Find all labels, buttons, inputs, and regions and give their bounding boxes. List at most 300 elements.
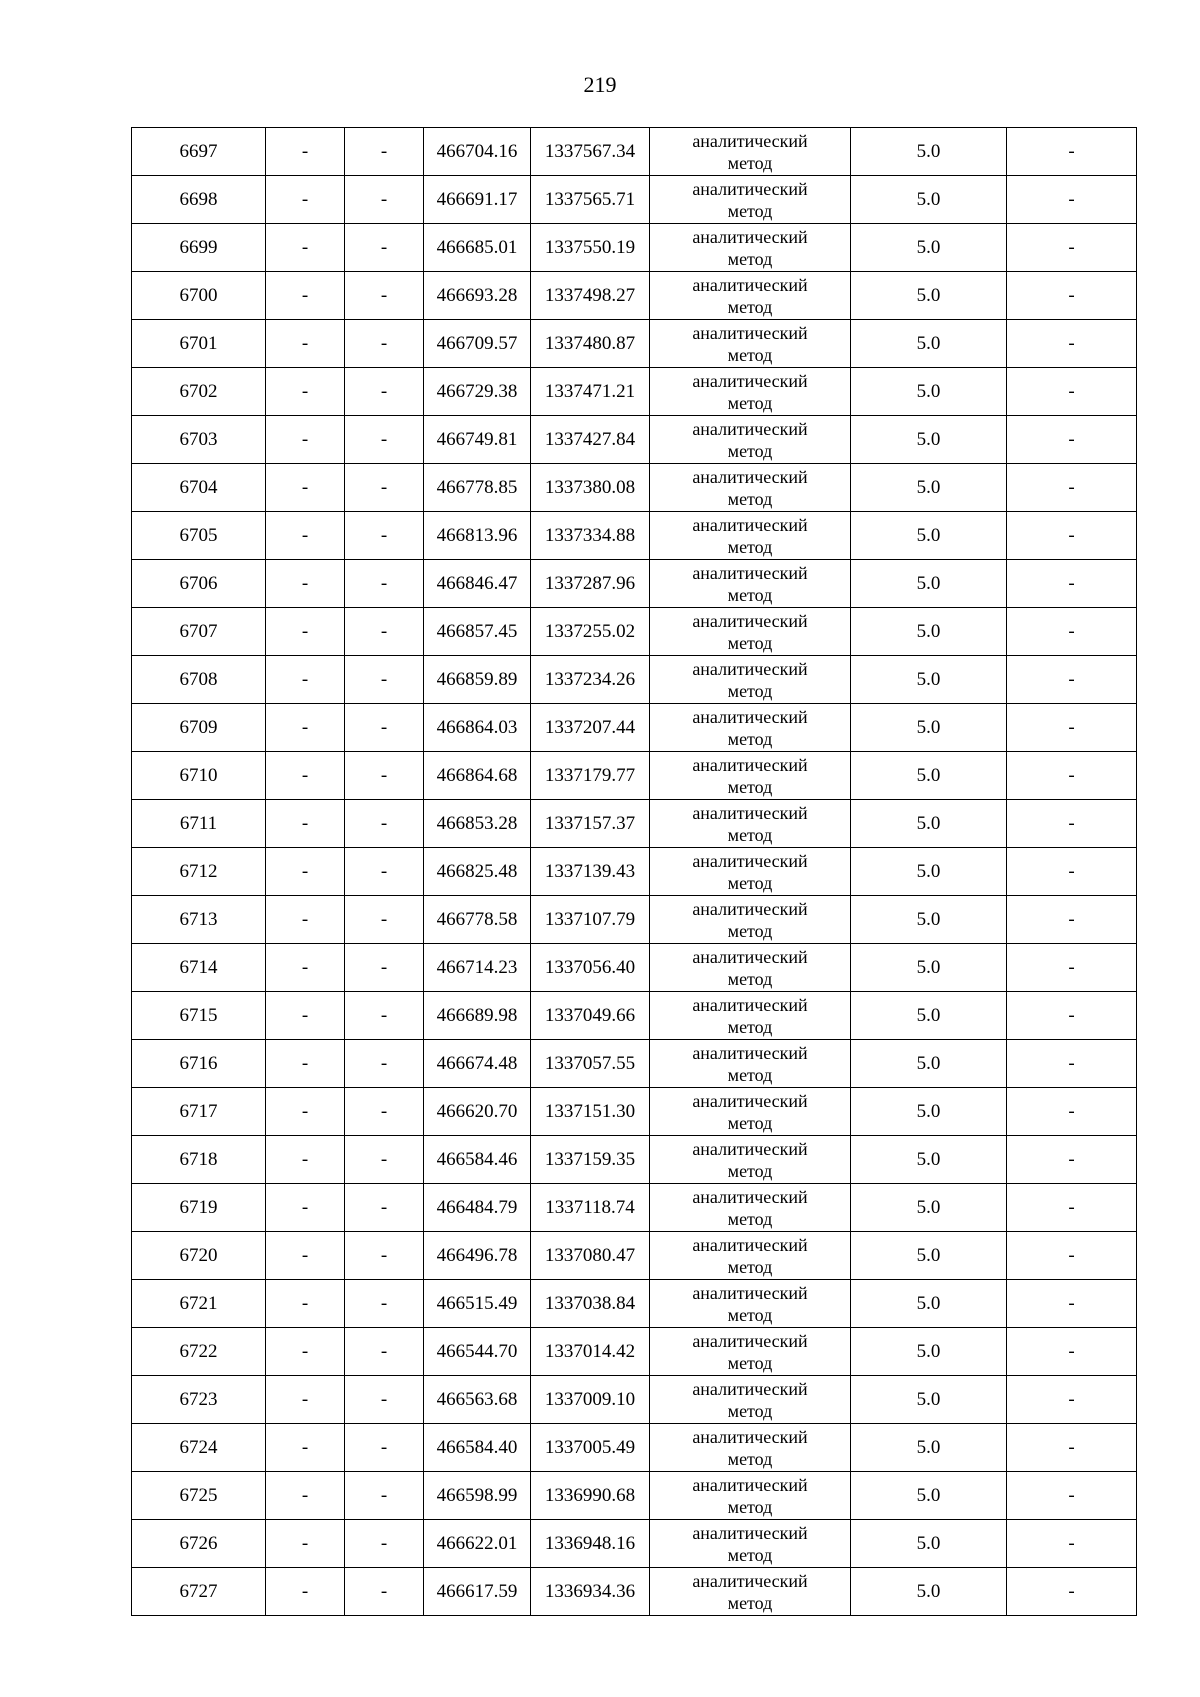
method-cell (650, 1232, 851, 1280)
point-number-cell: 6716 (132, 1040, 266, 1088)
accuracy-cell: 5.0 (851, 560, 1007, 608)
method-cell (650, 512, 851, 560)
method-cell (650, 1328, 851, 1376)
empty-dash-cell: - (345, 1376, 424, 1424)
method-line: метод (727, 200, 773, 221)
method-cell (650, 800, 851, 848)
method-cell (650, 464, 851, 512)
method-line: метод (727, 872, 773, 893)
method-line: аналитический (692, 1282, 808, 1303)
empty-dash-cell: - (345, 512, 424, 560)
method-line: метод (727, 824, 773, 845)
x-coordinate-cell: 466813.96 (424, 512, 531, 560)
method-line: метод (727, 968, 773, 989)
empty-dash-cell: - (345, 1136, 424, 1184)
method-cell (650, 704, 851, 752)
y-coordinate-cell: 1337005.49 (531, 1424, 650, 1472)
empty-dash-cell: - (266, 1376, 345, 1424)
empty-dash-cell: - (345, 1328, 424, 1376)
empty-dash-cell: - (266, 272, 345, 320)
empty-dash-cell: - (1007, 752, 1137, 800)
method-line: аналитический (692, 226, 808, 247)
point-number-cell: 6700 (132, 272, 266, 320)
y-coordinate-cell: 1337151.30 (531, 1088, 650, 1136)
empty-dash-cell: - (266, 704, 345, 752)
table-row (132, 512, 1137, 560)
table-row (132, 608, 1137, 656)
method-line: аналитический (692, 1474, 808, 1495)
point-number-cell: 6708 (132, 656, 266, 704)
table-row (132, 800, 1137, 848)
method-line: аналитический (692, 610, 808, 631)
empty-dash-cell: - (345, 992, 424, 1040)
x-coordinate-cell: 466693.28 (424, 272, 531, 320)
empty-dash-cell: - (345, 320, 424, 368)
y-coordinate-cell: 1337057.55 (531, 1040, 650, 1088)
method-line: метод (727, 1496, 773, 1517)
method-line: аналитический (692, 274, 808, 295)
table-row (132, 1184, 1137, 1232)
x-coordinate-cell: 466749.81 (424, 416, 531, 464)
table-row (132, 1520, 1137, 1568)
y-coordinate-cell: 1337567.34 (531, 128, 650, 176)
table-row (132, 1280, 1137, 1328)
empty-dash-cell: - (345, 1184, 424, 1232)
empty-dash-cell: - (266, 1184, 345, 1232)
y-coordinate-cell: 1337550.19 (531, 224, 650, 272)
empty-dash-cell: - (345, 416, 424, 464)
y-coordinate-cell: 1337498.27 (531, 272, 650, 320)
method-cell (650, 1472, 851, 1520)
method-line: аналитический (692, 1042, 808, 1063)
empty-dash-cell: - (1007, 1472, 1137, 1520)
point-number-cell: 6699 (132, 224, 266, 272)
method-line: метод (727, 920, 773, 941)
y-coordinate-cell: 1337207.44 (531, 704, 650, 752)
point-number-cell: 6709 (132, 704, 266, 752)
point-number-cell: 6723 (132, 1376, 266, 1424)
point-number-cell: 6717 (132, 1088, 266, 1136)
y-coordinate-cell: 1336948.16 (531, 1520, 650, 1568)
method-cell (650, 128, 851, 176)
point-number-cell: 6722 (132, 1328, 266, 1376)
method-cell (650, 848, 851, 896)
empty-dash-cell: - (266, 560, 345, 608)
method-cell (650, 1088, 851, 1136)
y-coordinate-cell: 1337179.77 (531, 752, 650, 800)
table-row (132, 1424, 1137, 1472)
empty-dash-cell: - (266, 896, 345, 944)
empty-dash-cell: - (266, 1568, 345, 1616)
empty-dash-cell: - (345, 1472, 424, 1520)
method-line: аналитический (692, 418, 808, 439)
empty-dash-cell: - (1007, 1328, 1137, 1376)
x-coordinate-cell: 466778.85 (424, 464, 531, 512)
y-coordinate-cell: 1337565.71 (531, 176, 650, 224)
method-cell (650, 272, 851, 320)
point-number-cell: 6715 (132, 992, 266, 1040)
empty-dash-cell: - (1007, 560, 1137, 608)
y-coordinate-cell: 1337157.37 (531, 800, 650, 848)
table-row (132, 224, 1137, 272)
empty-dash-cell: - (345, 704, 424, 752)
empty-dash-cell: - (266, 416, 345, 464)
accuracy-cell: 5.0 (851, 1328, 1007, 1376)
accuracy-cell: 5.0 (851, 752, 1007, 800)
point-number-cell: 6714 (132, 944, 266, 992)
table-row (132, 944, 1137, 992)
empty-dash-cell: - (345, 1280, 424, 1328)
x-coordinate-cell: 466864.68 (424, 752, 531, 800)
empty-dash-cell: - (1007, 656, 1137, 704)
empty-dash-cell: - (1007, 1424, 1137, 1472)
accuracy-cell: 5.0 (851, 176, 1007, 224)
method-line: аналитический (692, 1522, 808, 1543)
empty-dash-cell: - (1007, 1040, 1137, 1088)
x-coordinate-cell: 466544.70 (424, 1328, 531, 1376)
accuracy-cell: 5.0 (851, 1088, 1007, 1136)
point-number-cell: 6703 (132, 416, 266, 464)
method-cell (650, 608, 851, 656)
accuracy-cell: 5.0 (851, 224, 1007, 272)
table-row (132, 176, 1137, 224)
x-coordinate-cell: 466709.57 (424, 320, 531, 368)
method-line: метод (727, 1208, 773, 1229)
y-coordinate-cell: 1337080.47 (531, 1232, 650, 1280)
method-line: аналитический (692, 1426, 808, 1447)
empty-dash-cell: - (1007, 1088, 1137, 1136)
point-number-cell: 6727 (132, 1568, 266, 1616)
accuracy-cell: 5.0 (851, 656, 1007, 704)
method-line: метод (727, 248, 773, 269)
method-line: метод (727, 680, 773, 701)
empty-dash-cell: - (1007, 992, 1137, 1040)
point-number-cell: 6718 (132, 1136, 266, 1184)
accuracy-cell: 5.0 (851, 128, 1007, 176)
x-coordinate-cell: 466674.48 (424, 1040, 531, 1088)
empty-dash-cell: - (345, 1232, 424, 1280)
method-line: аналитический (692, 514, 808, 535)
empty-dash-cell: - (1007, 1136, 1137, 1184)
method-cell (650, 1136, 851, 1184)
method-line: метод (727, 1160, 773, 1181)
empty-dash-cell: - (345, 800, 424, 848)
method-cell (650, 1040, 851, 1088)
empty-dash-cell: - (266, 944, 345, 992)
y-coordinate-cell: 1337056.40 (531, 944, 650, 992)
empty-dash-cell: - (1007, 176, 1137, 224)
empty-dash-cell: - (266, 752, 345, 800)
method-line: метод (727, 392, 773, 413)
method-line: аналитический (692, 178, 808, 199)
method-cell (650, 1280, 851, 1328)
method-cell (650, 176, 851, 224)
empty-dash-cell: - (1007, 1520, 1137, 1568)
empty-dash-cell: - (345, 176, 424, 224)
method-line: аналитический (692, 1234, 808, 1255)
method-line: аналитический (692, 1378, 808, 1399)
empty-dash-cell: - (1007, 608, 1137, 656)
empty-dash-cell: - (266, 1472, 345, 1520)
empty-dash-cell: - (1007, 1184, 1137, 1232)
table-row (132, 992, 1137, 1040)
empty-dash-cell: - (345, 608, 424, 656)
method-line: метод (727, 1112, 773, 1133)
empty-dash-cell: - (266, 656, 345, 704)
method-line: аналитический (692, 466, 808, 487)
method-cell (650, 224, 851, 272)
method-cell (650, 992, 851, 1040)
method-cell (650, 1520, 851, 1568)
x-coordinate-cell: 466584.46 (424, 1136, 531, 1184)
empty-dash-cell: - (266, 800, 345, 848)
method-line: аналитический (692, 706, 808, 727)
method-cell (650, 1376, 851, 1424)
empty-dash-cell: - (1007, 272, 1137, 320)
table-row (132, 464, 1137, 512)
y-coordinate-cell: 1337380.08 (531, 464, 650, 512)
y-coordinate-cell: 1336934.36 (531, 1568, 650, 1616)
method-cell (650, 560, 851, 608)
x-coordinate-cell: 466714.23 (424, 944, 531, 992)
y-coordinate-cell: 1337159.35 (531, 1136, 650, 1184)
x-coordinate-cell: 466584.40 (424, 1424, 531, 1472)
accuracy-cell: 5.0 (851, 944, 1007, 992)
accuracy-cell: 5.0 (851, 320, 1007, 368)
empty-dash-cell: - (345, 656, 424, 704)
x-coordinate-cell: 466778.58 (424, 896, 531, 944)
method-line: метод (727, 536, 773, 557)
point-number-cell: 6707 (132, 608, 266, 656)
table-row (132, 1088, 1137, 1136)
table-row (132, 848, 1137, 896)
empty-dash-cell: - (266, 368, 345, 416)
empty-dash-cell: - (345, 464, 424, 512)
x-coordinate-cell: 466685.01 (424, 224, 531, 272)
table-row (132, 320, 1137, 368)
point-number-cell: 6719 (132, 1184, 266, 1232)
x-coordinate-cell: 466859.89 (424, 656, 531, 704)
method-line: метод (727, 632, 773, 653)
x-coordinate-cell: 466857.45 (424, 608, 531, 656)
accuracy-cell: 5.0 (851, 464, 1007, 512)
accuracy-cell: 5.0 (851, 1424, 1007, 1472)
empty-dash-cell: - (266, 1040, 345, 1088)
empty-dash-cell: - (266, 1328, 345, 1376)
accuracy-cell: 5.0 (851, 1136, 1007, 1184)
x-coordinate-cell: 466691.17 (424, 176, 531, 224)
empty-dash-cell: - (266, 1136, 345, 1184)
y-coordinate-cell: 1337139.43 (531, 848, 650, 896)
method-line: метод (727, 488, 773, 509)
method-line: метод (727, 776, 773, 797)
accuracy-cell: 5.0 (851, 1184, 1007, 1232)
accuracy-cell: 5.0 (851, 416, 1007, 464)
accuracy-cell: 5.0 (851, 272, 1007, 320)
x-coordinate-cell: 466729.38 (424, 368, 531, 416)
empty-dash-cell: - (345, 1424, 424, 1472)
method-line: метод (727, 440, 773, 461)
method-line: метод (727, 1256, 773, 1277)
method-line: аналитический (692, 130, 808, 151)
empty-dash-cell: - (1007, 1376, 1137, 1424)
table-row (132, 272, 1137, 320)
empty-dash-cell: - (345, 272, 424, 320)
method-line: аналитический (692, 850, 808, 871)
empty-dash-cell: - (266, 1424, 345, 1472)
accuracy-cell: 5.0 (851, 1376, 1007, 1424)
point-number-cell: 6704 (132, 464, 266, 512)
method-cell (650, 368, 851, 416)
y-coordinate-cell: 1337287.96 (531, 560, 650, 608)
method-line: аналитический (692, 658, 808, 679)
page-number: 219 (583, 72, 617, 97)
method-cell (650, 1568, 851, 1616)
empty-dash-cell: - (1007, 848, 1137, 896)
coordinates-table (131, 127, 1137, 1616)
accuracy-cell: 5.0 (851, 704, 1007, 752)
empty-dash-cell: - (345, 1088, 424, 1136)
accuracy-cell: 5.0 (851, 896, 1007, 944)
method-cell (650, 1184, 851, 1232)
method-line: метод (727, 1304, 773, 1325)
accuracy-cell: 5.0 (851, 1040, 1007, 1088)
empty-dash-cell: - (1007, 896, 1137, 944)
x-coordinate-cell: 466622.01 (424, 1520, 531, 1568)
y-coordinate-cell: 1337480.87 (531, 320, 650, 368)
y-coordinate-cell: 1337255.02 (531, 608, 650, 656)
method-line: аналитический (692, 994, 808, 1015)
empty-dash-cell: - (1007, 320, 1137, 368)
empty-dash-cell: - (345, 848, 424, 896)
method-line: аналитический (692, 1330, 808, 1351)
method-line: метод (727, 1064, 773, 1085)
empty-dash-cell: - (266, 512, 345, 560)
empty-dash-cell: - (1007, 368, 1137, 416)
method-line: аналитический (692, 322, 808, 343)
accuracy-cell: 5.0 (851, 1280, 1007, 1328)
point-number-cell: 6701 (132, 320, 266, 368)
table-row (132, 128, 1137, 176)
empty-dash-cell: - (1007, 512, 1137, 560)
method-cell (650, 320, 851, 368)
x-coordinate-cell: 466617.59 (424, 1568, 531, 1616)
method-line: метод (727, 1016, 773, 1037)
y-coordinate-cell: 1337234.26 (531, 656, 650, 704)
accuracy-cell: 5.0 (851, 512, 1007, 560)
point-number-cell: 6713 (132, 896, 266, 944)
point-number-cell: 6702 (132, 368, 266, 416)
point-number-cell: 6711 (132, 800, 266, 848)
method-line: аналитический (692, 946, 808, 967)
table-row (132, 1376, 1137, 1424)
table-row (132, 416, 1137, 464)
empty-dash-cell: - (266, 608, 345, 656)
method-line: метод (727, 1544, 773, 1565)
empty-dash-cell: - (345, 224, 424, 272)
empty-dash-cell: - (345, 128, 424, 176)
y-coordinate-cell: 1337107.79 (531, 896, 650, 944)
accuracy-cell: 5.0 (851, 992, 1007, 1040)
x-coordinate-cell: 466515.49 (424, 1280, 531, 1328)
method-cell (650, 896, 851, 944)
y-coordinate-cell: 1337038.84 (531, 1280, 650, 1328)
method-line: метод (727, 728, 773, 749)
empty-dash-cell: - (345, 368, 424, 416)
empty-dash-cell: - (266, 224, 345, 272)
method-line: метод (727, 1400, 773, 1421)
empty-dash-cell: - (1007, 1568, 1137, 1616)
method-line: метод (727, 344, 773, 365)
y-coordinate-cell: 1337009.10 (531, 1376, 650, 1424)
empty-dash-cell: - (1007, 416, 1137, 464)
empty-dash-cell: - (345, 944, 424, 992)
point-number-cell: 6721 (132, 1280, 266, 1328)
method-cell (650, 944, 851, 992)
point-number-cell: 6705 (132, 512, 266, 560)
empty-dash-cell: - (266, 1232, 345, 1280)
empty-dash-cell: - (1007, 704, 1137, 752)
empty-dash-cell: - (1007, 800, 1137, 848)
x-coordinate-cell: 466496.78 (424, 1232, 531, 1280)
empty-dash-cell: - (266, 176, 345, 224)
coordinates-table-body (132, 128, 1137, 1616)
table-row (132, 560, 1137, 608)
table-row (132, 896, 1137, 944)
method-line: аналитический (692, 802, 808, 823)
y-coordinate-cell: 1337471.21 (531, 368, 650, 416)
empty-dash-cell: - (345, 1568, 424, 1616)
empty-dash-cell: - (345, 752, 424, 800)
y-coordinate-cell: 1337427.84 (531, 416, 650, 464)
empty-dash-cell: - (266, 464, 345, 512)
method-cell (650, 752, 851, 800)
table-row (132, 1136, 1137, 1184)
table-row (132, 1328, 1137, 1376)
empty-dash-cell: - (345, 560, 424, 608)
empty-dash-cell: - (266, 1280, 345, 1328)
point-number-cell: 6706 (132, 560, 266, 608)
empty-dash-cell: - (345, 896, 424, 944)
method-line: метод (727, 584, 773, 605)
empty-dash-cell: - (1007, 944, 1137, 992)
table-row (132, 1472, 1137, 1520)
method-line: аналитический (692, 1570, 808, 1591)
method-line: метод (727, 152, 773, 173)
y-coordinate-cell: 1337049.66 (531, 992, 650, 1040)
method-line: аналитический (692, 1138, 808, 1159)
empty-dash-cell: - (266, 992, 345, 1040)
accuracy-cell: 5.0 (851, 368, 1007, 416)
point-number-cell: 6712 (132, 848, 266, 896)
x-coordinate-cell: 466864.03 (424, 704, 531, 752)
table-row (132, 1040, 1137, 1088)
empty-dash-cell: - (345, 1520, 424, 1568)
method-line: аналитический (692, 754, 808, 775)
x-coordinate-cell: 466853.28 (424, 800, 531, 848)
method-line: аналитический (692, 1090, 808, 1111)
x-coordinate-cell: 466598.99 (424, 1472, 531, 1520)
empty-dash-cell: - (266, 320, 345, 368)
empty-dash-cell: - (266, 128, 345, 176)
method-line: метод (727, 1352, 773, 1373)
method-cell (650, 656, 851, 704)
x-coordinate-cell: 466620.70 (424, 1088, 531, 1136)
method-line: аналитический (692, 1186, 808, 1207)
point-number-cell: 6726 (132, 1520, 266, 1568)
empty-dash-cell: - (1007, 224, 1137, 272)
method-line: метод (727, 296, 773, 317)
